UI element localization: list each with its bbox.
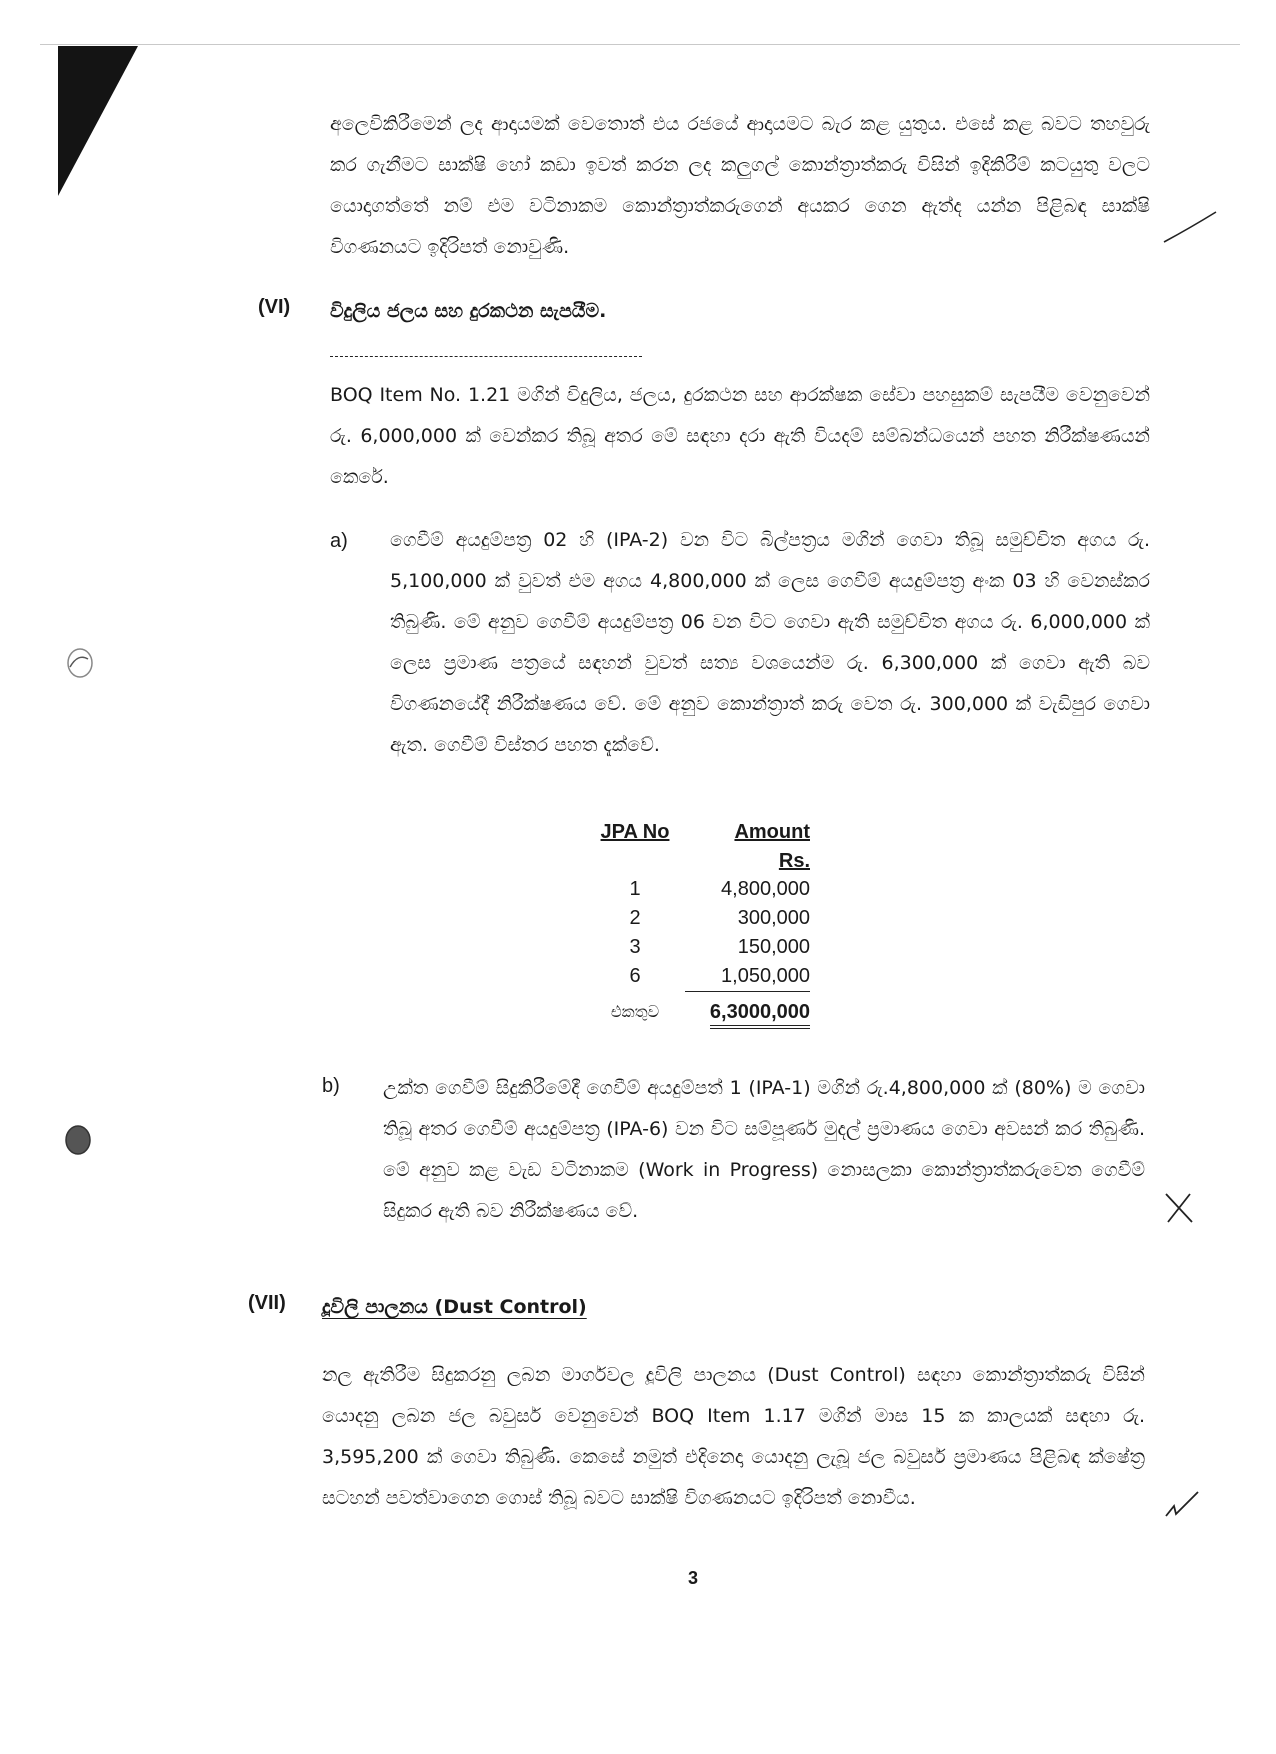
- col-amount-header: Amount: [734, 821, 810, 843]
- table-total-row: [585, 992, 810, 1033]
- row-jpa-no: 2: [629, 907, 641, 929]
- scan-corner-shadow: [58, 46, 148, 206]
- row-amount: 150,000: [737, 936, 810, 958]
- table-row: [585, 904, 810, 933]
- table-header-row: [585, 818, 810, 847]
- table-row: [585, 875, 810, 904]
- section-vi-heading: විදුලිය ජලය සහ දුරකථන සැපයීම.: [330, 300, 607, 322]
- item-b-text: උක්ත ගෙවීම් සිදුකිරීමේදී ගෙවීම් අයදුම්පත් 1 (IPA-1) මගින් රු.4,800,000 ක් (80%) ම ගෙවා තිබූ අතර ගෙවීම් අයදුම්පත්‍ර (IPA-6) වන විට සම්පූර්ණ මුදල් ප්‍රමාණය ගෙවා අවසන් කර තිබුණි. මේ අනුව කළ වැඩ වටිනාකම (Work in Progress) නොසලකා කොන්ත්‍රාත්කරුවෙත ගෙවීම් සිදුකර ඇති බව නිරීක්ෂණය වේ.: [383, 1077, 1145, 1222]
- top-paragraph: අලෙවිකිරීමෙන් ලද ආදායමක් වෙතොත් එය රජයේ ආදායමට බැර කළ යුතුය. එසේ කළ බවට තහවුරු කර ගැනීමට සාක්ෂි හෝ කඩා ඉවත් කරන ලද කලුගල් කොන්ත්‍රාත්කරු විසින් ඉදිකිරීම් කටයුතු වලට යොදාගත්තේ නම් එම වටිනාකම කොන්ත්‍රාත්කරුගෙන් අයකර ගෙන ඇත්ද යන්න පිළිබඳ සාක්ෂි විගණනයට ඉදිරිපත් නොවුණි.: [330, 113, 1150, 258]
- row-jpa-no: 6: [629, 965, 641, 988]
- punch-hole-icon: [58, 1122, 98, 1158]
- row-amount: 1,050,000: [685, 962, 810, 992]
- row-jpa-no: 1: [629, 878, 641, 900]
- section-vii-marker: (VII): [248, 1292, 286, 1314]
- check-mark-icon: [1162, 1488, 1202, 1522]
- cross-mark-icon: [1162, 1190, 1196, 1226]
- punch-hole-icon: [60, 645, 100, 681]
- row-amount: 4,800,000: [721, 878, 810, 900]
- table-row: [585, 962, 810, 992]
- section-vi-intro: BOQ Item No. 1.21 මගින් විදුලිය, ජලය, දුරකථන සහ ආරක්ෂක සේවා පහසුකම් සැපයීම වෙනුවෙන් රු. 6,000,000 ක් වෙන්කර තිබූ අතර මේ සඳහා දරා ඇති වියදම් සම්බන්ධයෙන් පහත නිරීක්ෂණයන් කෙරේ.: [330, 384, 1150, 488]
- section-vii-heading: දූවිලි පාලනය (Dust Control): [322, 1296, 587, 1318]
- row-amount: 300,000: [737, 907, 810, 929]
- item-a-label: a): [330, 530, 348, 552]
- section-vi-marker: (VI): [258, 296, 291, 318]
- table-subheader-row: [585, 847, 810, 875]
- section-vii-text: නල ඇතිරීම සිදුකරනු ලබන මාර්ගවල දූවිලි පාලනය (Dust Control) සඳහා කොන්ත්‍රාත්කරු විසින් යොදනු ලබන ජල බවුසර් වෙනුවෙන් BOQ Item 1.17 මගින් මාස 15 ක කාලයක් සඳහා රු. 3,595,200 ක් ගෙවා තිබුණි. කෙසේ නමුත් එදිනෙදා යොදනු ලැබූ ජල බවුසර් ප්‍රමාණය පිළිබඳ ක්ෂේත්‍ර සටහන් පවත්වාගෙන ගොස් තිබූ බවට සාක්ෂි විගණනයට ඉදිරිපත් නොවීය.: [322, 1364, 1145, 1509]
- total-value: 6,3000,000: [710, 1001, 810, 1029]
- page-number: 3: [688, 1568, 699, 1588]
- col-jpa-no-header: JPA No: [600, 821, 670, 843]
- scan-top-edge: [40, 44, 1240, 45]
- table-row: [585, 933, 810, 962]
- item-b-label: b): [322, 1075, 340, 1097]
- item-a-text: ගෙවීම් අයදුම්පත්‍ර 02 හි (IPA-2) වන විට බිල්පත්‍රය මගින් ගෙවා තිබූ සමුච්චිත අගය රු. 5,100,000 ක් වුවත් එම අගය 4,800,000 ක් ලෙස ගෙවීම් අයදුම්පත්‍ර අංක 03 හි වෙනස්කර තිබුණි. මේ අනුව ගෙවීම් අයදුම්පත්‍ර 06 වන විට ගෙවා ඇති සමුච්චිත අගය රු. 6,000,000 ක් ලෙස ප්‍රමාණ පත්‍රයේ සඳහන් වුවත් සත්‍ය වශයෙන්ම රු. 6,300,000 ක් ගෙවා ඇති බව විගණනයේදී නිරීක්ෂණය වේ. මේ අනුව කොන්ත්‍රාත් කරු වෙත රු. 300,000 ක් වැඩිපුර ගෙවා ඇත. ගෙවීම් විස්තර පහත දැක්වේ.: [390, 529, 1150, 756]
- heading-dashed-underline: [330, 356, 642, 357]
- tick-mark-icon: [1160, 208, 1220, 248]
- row-jpa-no: 3: [629, 936, 641, 958]
- payments-table: [585, 818, 810, 1032]
- col-amount-unit: Rs.: [778, 849, 810, 872]
- total-label: එකතුව: [610, 1001, 660, 1021]
